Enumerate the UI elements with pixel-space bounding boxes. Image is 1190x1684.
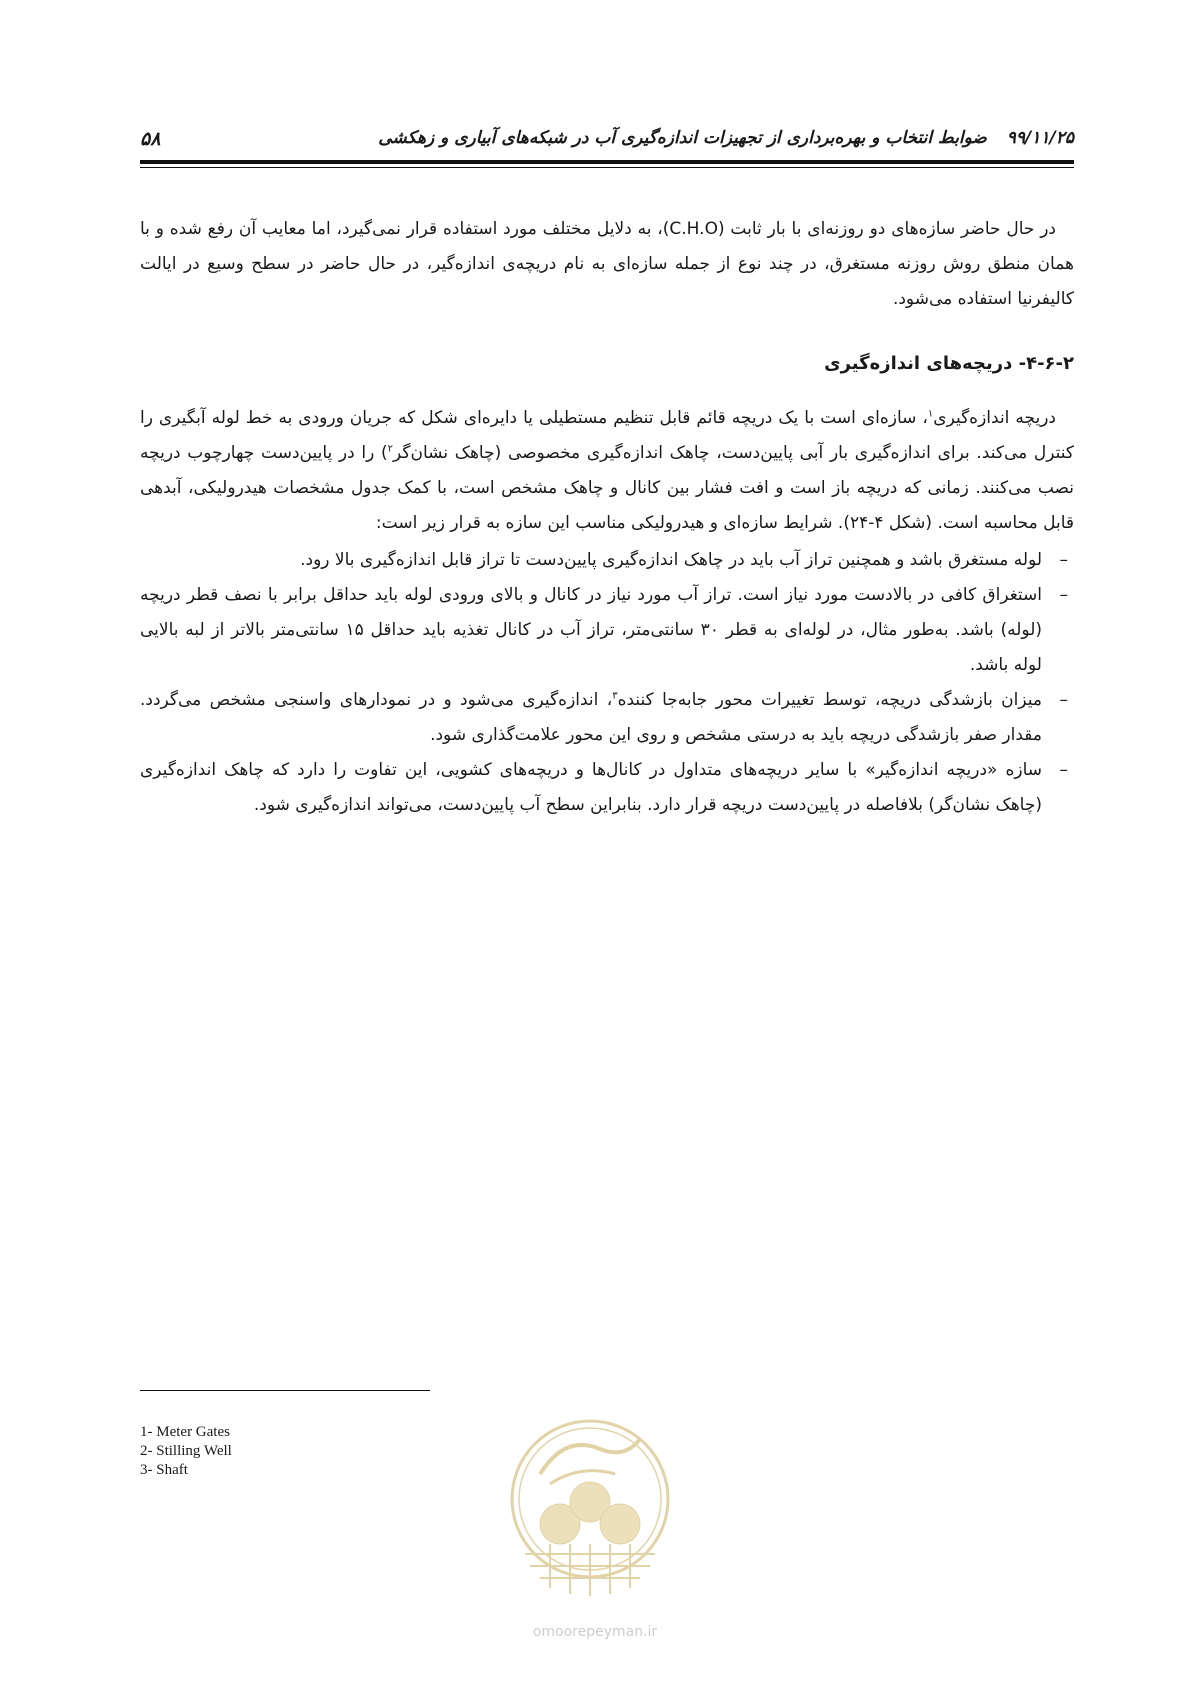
page-number: ۵۸ [140,128,161,150]
footnote-1: 1- Meter Gates [140,1424,230,1440]
running-title [378,128,1074,148]
section-paragraph-part3: ) را در پایین‌دست چهارچوب دریچه نصب می‌کنند. زمانی که دریچه باز است و افت فشار بین کانال و چاهک مشخص است، با کمک جدول مشخصات هیدرولیکی، آبدهی قابل محاسبه است. (شکل ۴-۲۴). شرایط سازه‌ای و هیدرولیکی مناسب این سازه به قرار زیر است: [140,443,1074,533]
header-date: ۹۹/۱۱/۲۵ [1006,128,1074,148]
watermark-logo-icon [505,1404,675,1619]
bullet-dash: – [1059,550,1068,570]
bullet-dash: – [1059,690,1068,710]
section-paragraph [140,401,1074,541]
footnote-marker-1[interactable]: ۱ [927,408,934,420]
list-item-text-part2: ، اندازه‌گیری می‌شود و در نمودارهای واسنجی مشخص می‌گردد. مقدار صفر بازشدگی دریچه باید به درستی مشخص و روی این محور علامت‌گذاری شود. [140,690,1042,745]
list-item [140,543,1074,578]
footnote-2: 2- Stilling Well [140,1443,232,1459]
list-item-text-part1: میزان بازشدگی دریچه، توسط تغییرات محور جابه‌جا کننده [617,690,1042,710]
main-content [140,212,1074,823]
bullet-dash: – [1059,585,1068,605]
footnote-3: 3- Shaft [140,1462,188,1478]
footnote-rule [140,1390,430,1391]
list-item-text: سازه «دریچه اندازه‌گیر» با سایر دریچه‌های متداول در کانال‌ها و دریچه‌های کشویی، این تفاوت را دارد که چاهک اندازه‌گیری (چاهک نشان‌گر) بلافاصله در پایین‌دست دریچه قرار دارد. بنابراین سطح آب پایین‌دست، می‌تواند اندازه‌گیری شود. [140,760,1042,815]
section-heading: ۴-۶-۲- دریچه‌های اندازه‌گیری [824,353,1074,374]
page-header [140,120,1074,172]
footnote-marker-2[interactable]: ۲ [387,443,394,455]
header-rule-thin [140,167,1074,168]
intro-paragraph: در حال حاضر سازه‌های دو روزنه‌ای با بار ثابت (C.H.O)، به دلایل مختلف مورد استفاده قرار نمی‌گیرد، اما معایب آن رفع شده و با همان منطق روش روزنه مستغرق، در چند نوع از جمله سازه‌ای به نام دریچه‌ی اندازه‌گیر، در حال حاضر در سطح وسیع در ایالت کالیفرنیا استفاده می‌شود. [140,219,1074,309]
bullet-dash: – [1059,760,1068,780]
conditions-list [140,543,1074,823]
list-item-text: استغراق کافی در بالادست مورد نیاز است. تراز آب مورد نیاز در کانال و بالای ورودی لوله باید حداقل برابر با نصف قطر دریچه (لوله) باشد. به‌طور مثال، در لوله‌ای به قطر ۳۰ سانتی‌متر، تراز آب در کانال تغذیه باید حداقل ۱۵ سانتی‌متر بالاتر از لبه بالایی لوله باشد. [140,585,1043,675]
header-title: ضوابط انتخاب و بهره‌برداری از تجهیزات اندازه‌گیری آب در شبکه‌های آبیاری و زهکشی [378,128,987,148]
watermark [505,1404,675,1639]
footnotes [140,1390,440,1480]
watermark-site: omoorepeyman.ir [532,1624,658,1640]
list-item [140,578,1074,683]
list-item [140,753,1074,823]
header-rule-thick [140,160,1074,164]
footnote-marker-3[interactable]: ۳ [612,690,618,702]
list-item-text: لوله مستغرق باشد و همچنین تراز آب باید در چاهک اندازه‌گیری پایین‌دست تا تراز قابل اندازه‌گیری بالا رود. [300,550,1042,570]
list-item [140,683,1074,753]
section-paragraph-part1: دریچه اندازه‌گیری [933,408,1056,428]
section-paragraph-part2: ، سازه‌ای است با یک دریچه قائم قابل تنظیم مستطیلی یا دایره‌ای شکل که جریان ورودی به خط لوله آبگیری را کنترل می‌کند. برای اندازه‌گیری بار آبی پایین‌دست، چاهک اندازه‌گیری مخصوصی (چاهک نشان‌گر [140,408,1074,463]
